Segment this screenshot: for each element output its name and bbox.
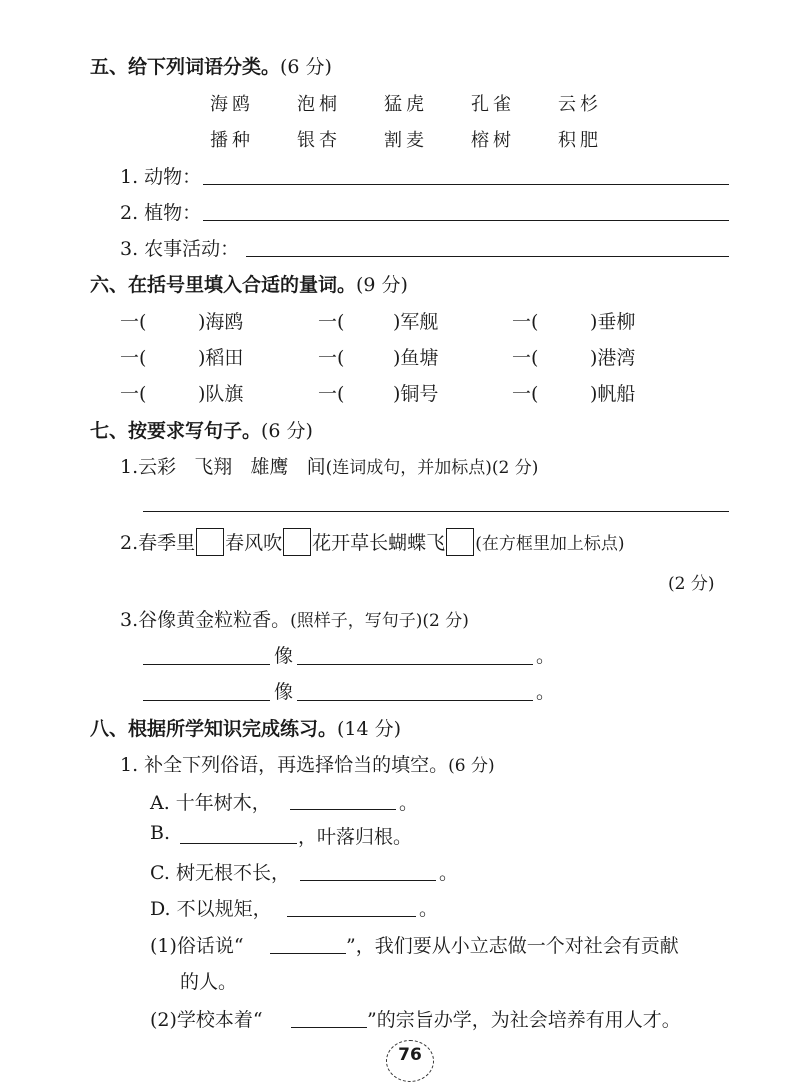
measure-noun: )港湾: [590, 347, 636, 369]
word: 榕树: [471, 130, 515, 151]
punctuation-box[interactable]: [446, 528, 474, 556]
measure-noun: )海鸥: [198, 311, 244, 333]
section-8-points: (14 分): [337, 718, 402, 740]
word: 播种: [210, 130, 254, 151]
proverb-d-blank[interactable]: [287, 916, 416, 917]
measure-noun: )队旗: [198, 383, 244, 405]
section-6-heading: [90, 270, 408, 297]
proverb-a-blank[interactable]: [290, 809, 396, 810]
proverb-a-text: A. 十年树木，: [150, 792, 271, 814]
s8-q1-points: (6 分): [448, 756, 495, 776]
word: 银杏: [297, 130, 341, 151]
word: 云杉: [558, 94, 602, 115]
punctuation-box[interactable]: [196, 528, 224, 556]
s8-p1-continuation: 的人。: [180, 971, 238, 993]
s7-q2-text: 春季里: [138, 532, 196, 554]
measure-blank-prefix[interactable]: 一(: [120, 347, 147, 369]
s5-animals-answer-line[interactable]: [203, 184, 729, 185]
measure-blank-prefix[interactable]: 一(: [512, 311, 539, 333]
s5-item-animals-label: 1. 动物：: [120, 166, 202, 188]
word: 猛虎: [384, 94, 428, 115]
proverb-a-period: 。: [399, 792, 419, 814]
section-7-points: (6 分): [261, 420, 313, 442]
s7-q1-word: 云彩: [138, 456, 177, 478]
section-5-heading: [90, 52, 332, 79]
s7-q3-blank-right[interactable]: [297, 664, 533, 665]
s7-q2: [120, 528, 624, 556]
proverb-d-period: 。: [419, 898, 439, 920]
s5-item-plants-label: 2. 植物：: [120, 202, 202, 224]
section-8-heading: [90, 714, 401, 741]
section-7-heading: [90, 416, 313, 443]
s7-q1-word: 雄鹰: [250, 456, 289, 478]
s7-q2-number: 2.: [120, 532, 139, 554]
s8-p2-suffix: ”的宗旨办学，为社会培养有用人才。: [367, 1009, 681, 1031]
section-5-points: (6 分): [280, 56, 332, 78]
s8-p1-blank[interactable]: [270, 953, 346, 954]
s8-p2-prefix: (2)学校本着“: [150, 1009, 263, 1031]
section-6-title: 六、在括号里填入合适的量词。: [90, 274, 357, 296]
measure-noun: )垂柳: [590, 311, 636, 333]
s5-item-farm-label: 3. 农事活动：: [120, 238, 240, 260]
s7-q3-example: 3.谷像黄金粒粒香。: [120, 609, 291, 631]
s7-q2-instruction: (在方框里加上标点): [475, 534, 625, 554]
s8-p1-prefix: (1)俗话说“: [150, 935, 244, 957]
measure-noun: )铜号: [393, 383, 439, 405]
s7-q2-text: 春风吹: [225, 532, 283, 554]
proverb-b-text: ，叶落归根。: [298, 826, 413, 848]
measure-blank-prefix[interactable]: 一(: [512, 383, 539, 405]
word: 泡桐: [297, 94, 341, 115]
s7-q3-period: 。: [536, 681, 556, 703]
s8-q1: [120, 750, 495, 777]
section-5-title: 五、给下列词语分类。: [90, 56, 281, 78]
s7-q1-word: 间: [306, 456, 326, 478]
measure-blank-prefix[interactable]: 一(: [318, 347, 345, 369]
proverb-d-text: D. 不以规矩，: [150, 898, 272, 920]
punctuation-box[interactable]: [283, 528, 311, 556]
s7-q3-blank-left[interactable]: [143, 700, 270, 701]
page-number: 76: [386, 1040, 434, 1082]
proverb-b-label: B.: [150, 822, 171, 844]
measure-blank-prefix[interactable]: 一(: [120, 383, 147, 405]
s7-q3: [120, 605, 469, 632]
s7-q1-word: 飞翔: [194, 456, 233, 478]
s5-plants-answer-line[interactable]: [203, 220, 729, 221]
s5-farm-answer-line[interactable]: [246, 256, 729, 257]
measure-blank-prefix[interactable]: 一(: [120, 311, 147, 333]
proverb-c-text: C. 树无根不长，: [150, 862, 290, 884]
measure-noun: )鱼塘: [393, 347, 439, 369]
s7-q2-text: 花开草长蝴蝶飞: [312, 532, 446, 554]
measure-blank-prefix[interactable]: 一(: [512, 347, 539, 369]
s8-p1-suffix: ”，我们要从小立志做一个对社会有贡献: [346, 935, 679, 957]
section-6-points: (9 分): [356, 274, 408, 296]
proverb-b-blank[interactable]: [180, 843, 297, 844]
word: 割麦: [384, 130, 428, 151]
section-7-title: 七、按要求写句子。: [90, 420, 262, 442]
s7-q3-period: 。: [536, 645, 556, 667]
s7-q1-number: 1.: [120, 456, 139, 478]
s7-q2-points: (2 分): [668, 574, 715, 594]
s8-q1-text: 1. 补全下列俗语，再选择恰当的填空。: [120, 754, 449, 776]
s7-q3-blank-left[interactable]: [143, 664, 270, 665]
s7-q3-blank-right[interactable]: [297, 700, 533, 701]
measure-blank-prefix[interactable]: 一(: [318, 383, 345, 405]
s7-q1-answer-line[interactable]: [143, 511, 729, 512]
word: 积肥: [558, 130, 602, 151]
s7-q1-instruction: (连词成句，并加标点)(2 分): [325, 458, 539, 478]
s7-q3-instruction: (照样子，写句子)(2 分): [290, 611, 469, 631]
measure-blank-prefix[interactable]: 一(: [318, 311, 345, 333]
s7-q1: [120, 452, 538, 479]
s7-q3-like: 像: [274, 681, 294, 703]
section-8-title: 八、根据所学知识完成练习。: [90, 718, 338, 740]
proverb-c-blank[interactable]: [300, 880, 436, 881]
measure-noun: )稻田: [198, 347, 244, 369]
s7-q3-like: 像: [274, 645, 294, 667]
proverb-c-period: 。: [439, 862, 459, 884]
s8-p2-blank[interactable]: [291, 1027, 367, 1028]
word: 孔雀: [471, 94, 515, 115]
word: 海鸥: [210, 94, 254, 115]
measure-noun: )军舰: [393, 311, 439, 333]
measure-noun: )帆船: [590, 383, 636, 405]
